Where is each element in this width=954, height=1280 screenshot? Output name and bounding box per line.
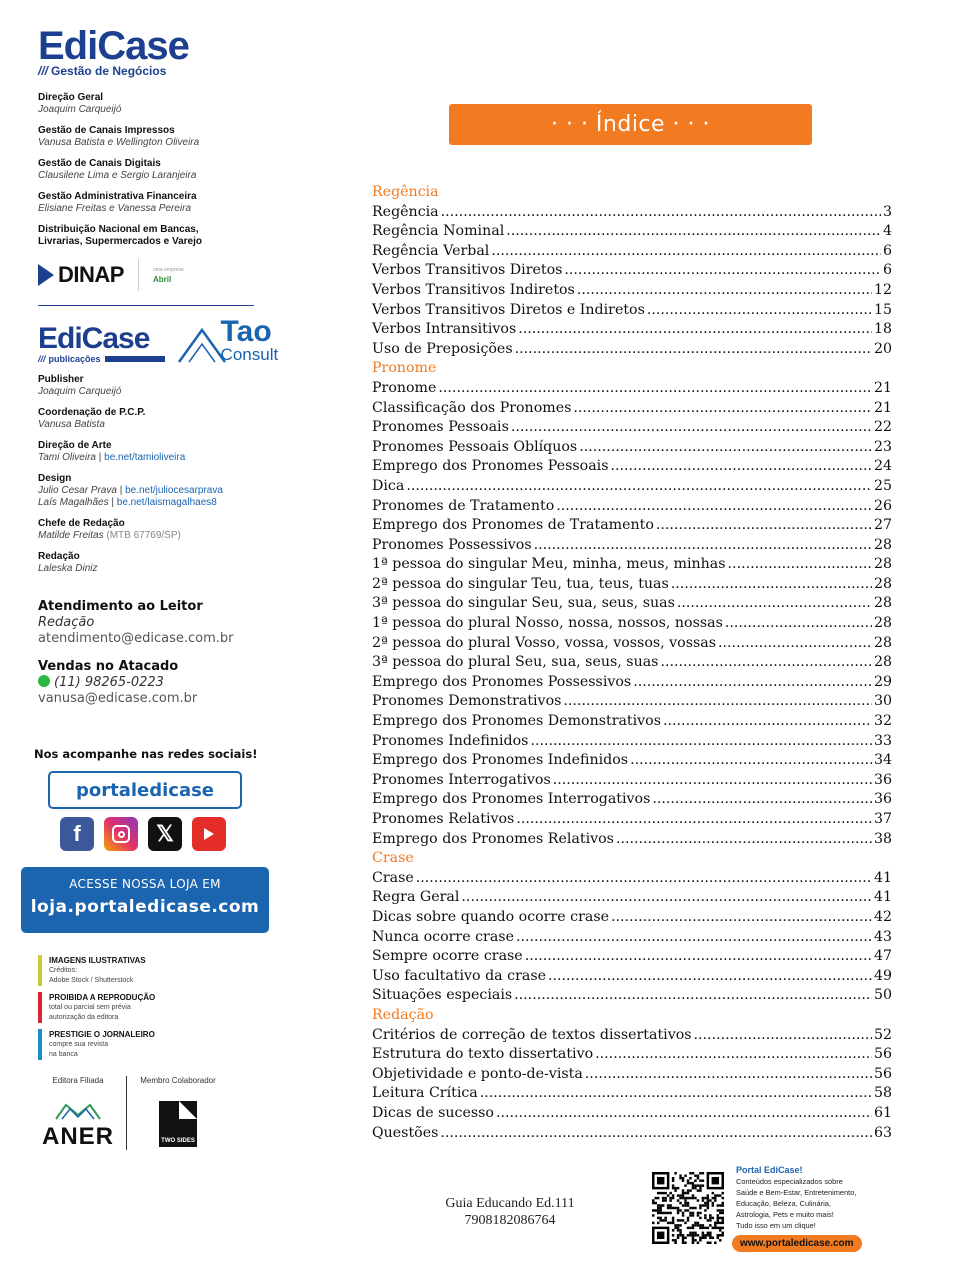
toc-leader-dots bbox=[406, 477, 872, 497]
toc-leader-dots bbox=[652, 790, 872, 810]
divider bbox=[138, 259, 139, 291]
toc-entry-page: 15 bbox=[873, 301, 892, 318]
toc-entry-page: 21 bbox=[873, 379, 892, 396]
toc-entry[interactable] bbox=[372, 320, 892, 340]
staff-block bbox=[38, 125, 278, 149]
toc-entry[interactable] bbox=[372, 1045, 892, 1065]
toc-entry-page: 29 bbox=[873, 673, 892, 690]
instagram-icon[interactable] bbox=[104, 817, 138, 851]
toc-leader-dots bbox=[525, 947, 872, 967]
staff-block bbox=[38, 158, 278, 182]
toc-entry-page: 28 bbox=[873, 654, 892, 671]
toc-entry-page: 36 bbox=[873, 771, 892, 788]
toc-entry-page: 12 bbox=[873, 281, 892, 298]
toc-leader-dots bbox=[611, 457, 872, 477]
toc-entry-label: Estrutura do texto dissertativo bbox=[372, 1046, 594, 1063]
toc-entry[interactable] bbox=[372, 790, 892, 810]
toc-entry-page: 6 bbox=[882, 262, 892, 279]
toc-entry-label: Verbos Transitivos Diretos e Indiretos bbox=[372, 301, 645, 318]
index-title-banner: · · · Índice · · · bbox=[449, 104, 812, 145]
toc-entry[interactable] bbox=[372, 928, 892, 948]
toc-entry[interactable] bbox=[372, 751, 892, 771]
toc-entry[interactable] bbox=[372, 399, 892, 419]
store-banner[interactable]: ACESSE NOSSA LOJA EM loja.portaledicase.com bbox=[21, 867, 269, 933]
toc-leader-dots bbox=[516, 810, 872, 830]
toc-entry-page: 52 bbox=[873, 1026, 892, 1043]
toc-leader-dots bbox=[611, 908, 872, 928]
toc-entry-label: Emprego dos Pronomes Pessoais bbox=[372, 458, 609, 475]
toc-entry[interactable] bbox=[372, 477, 892, 497]
toc-entry-page: 43 bbox=[873, 928, 892, 945]
toc-leader-dots bbox=[573, 399, 872, 419]
toc-entry-label: Verbos Transitivos Diretos bbox=[372, 262, 563, 279]
edicase-publicacoes-logo: EdiCase /// publicações bbox=[38, 324, 165, 364]
staff-role: Distribuição Nacional em Bancas, Livrarias, Supermercados e Varejo bbox=[38, 224, 202, 247]
toc-entry-label: Pronomes de Tratamento bbox=[372, 497, 555, 514]
toc-entry-page: 26 bbox=[873, 497, 892, 514]
staff-role: Gestão de Canais Digitais bbox=[38, 158, 161, 169]
toc-entry-page: 32 bbox=[873, 713, 892, 730]
toc-entry-page: 21 bbox=[873, 399, 892, 416]
toc-entry[interactable] bbox=[372, 614, 892, 634]
toc-entry-label: Uso facultativo da crase bbox=[372, 967, 546, 984]
toc-entry[interactable] bbox=[372, 908, 892, 928]
toc-leader-dots bbox=[516, 928, 872, 948]
toc-section-heading: Redação bbox=[372, 1006, 434, 1023]
staff-block: Publisher Joaquim Carqueijó bbox=[38, 374, 122, 397]
toc-entry-label: Classificação dos Pronomes bbox=[372, 399, 572, 416]
legal-notes bbox=[38, 955, 278, 1060]
toc-entry-page: 18 bbox=[873, 321, 892, 338]
toc-leader-dots bbox=[660, 653, 871, 673]
toc-section-heading: Pronome bbox=[372, 360, 437, 377]
toc-section-heading: Crase bbox=[372, 850, 414, 867]
toc-entry[interactable] bbox=[372, 1124, 892, 1144]
store-url[interactable]: loja.portaledicase.com bbox=[30, 897, 260, 917]
phone-number[interactable]: (11) 98265-0223 bbox=[54, 675, 164, 690]
toc-entry[interactable] bbox=[372, 634, 892, 654]
toc-entry-label: Pronomes Relativos bbox=[372, 811, 515, 827]
toc-entry-label: Dica bbox=[372, 477, 405, 494]
toc-entry-page: 28 bbox=[873, 615, 892, 632]
toc-entry-label: Regra Geral bbox=[372, 889, 460, 906]
toc-entry-label: 3ª pessoa do singular Seu, sua, seus, suas bbox=[372, 595, 675, 612]
toc-entry[interactable] bbox=[372, 947, 892, 967]
toc-entry[interactable] bbox=[372, 457, 892, 477]
toc-entry-page: 28 bbox=[873, 575, 892, 592]
toc-entry-label: Dicas de sucesso bbox=[372, 1104, 494, 1121]
toc-entry-page: 49 bbox=[873, 967, 892, 984]
qr-code-icon[interactable] bbox=[652, 1172, 724, 1244]
toc-entry-label: Leitura Crítica bbox=[372, 1085, 478, 1102]
behance-link[interactable]: be.net/laismagalhaes8 bbox=[116, 497, 217, 508]
email-link[interactable]: vanusa@edicase.com.br bbox=[38, 691, 198, 706]
staff-role: Gestão Administrativa Financeira bbox=[38, 191, 197, 202]
toc-leader-dots bbox=[656, 516, 872, 536]
edicase-logo-tagline: /// Gestão de Negócios bbox=[38, 64, 167, 78]
staff-name: Elisiane Freitas e Vanessa Pereira bbox=[38, 203, 192, 214]
toc-leader-dots bbox=[577, 281, 872, 301]
tao-consult-logo: Tao Consult bbox=[177, 318, 279, 364]
toc-entry-page: 20 bbox=[873, 340, 892, 357]
toc-entry[interactable] bbox=[372, 712, 892, 732]
toc-leader-dots bbox=[564, 261, 881, 281]
toc-entry[interactable] bbox=[372, 261, 892, 281]
toc-entry[interactable] bbox=[372, 967, 892, 987]
toc-leader-dots bbox=[616, 830, 872, 850]
toc-entry-label: Emprego dos Pronomes de Tratamento bbox=[372, 517, 654, 534]
whatsapp-icon bbox=[38, 675, 50, 687]
toc-leader-dots bbox=[718, 634, 872, 654]
portal-url-link[interactable]: www.portaledicase.com bbox=[732, 1235, 862, 1252]
aner-book-icon bbox=[54, 1101, 102, 1121]
toc-leader-dots bbox=[480, 1084, 872, 1104]
toc-leader-dots bbox=[677, 594, 872, 614]
toc-entry[interactable] bbox=[372, 555, 892, 575]
toc-entry-label: 1ª pessoa do singular Meu, minha, meus, minhas bbox=[372, 556, 726, 573]
toc-entry-page: 33 bbox=[873, 732, 892, 749]
divider bbox=[38, 305, 254, 306]
toc-leader-dots bbox=[534, 536, 872, 556]
toc-leader-dots bbox=[440, 1124, 872, 1144]
toc-entry-label: Critérios de correção de textos dissertativos bbox=[372, 1026, 692, 1043]
toc-entry[interactable] bbox=[372, 516, 892, 536]
toc-entry-label: Pronome bbox=[372, 379, 437, 396]
toc-entry[interactable] bbox=[372, 1065, 892, 1085]
staff-block: Coordenação de P.C.P. Vanusa Batista bbox=[38, 407, 146, 430]
legal-item: IMAGENS ILUSTRATIVAS Créditos: Adobe Stock / Shutterstock bbox=[38, 955, 278, 986]
toc-entry[interactable] bbox=[372, 869, 892, 889]
toc-leader-dots bbox=[585, 1065, 872, 1085]
toc-entry-page: 38 bbox=[873, 830, 892, 847]
toc-leader-dots bbox=[416, 869, 872, 889]
toc-leader-dots bbox=[511, 418, 872, 438]
toc-leader-dots bbox=[671, 575, 872, 595]
toc-entry-label: Objetividade e ponto-de-vista bbox=[372, 1065, 583, 1082]
toc-entry-label: Pronomes Pessoais bbox=[372, 419, 509, 436]
toc-entry-page: 6 bbox=[882, 242, 892, 259]
toc-entry-label: Pronomes Possessivos bbox=[372, 536, 532, 553]
toc-leader-dots bbox=[663, 712, 872, 732]
toc-entry-label: Sempre ocorre crase bbox=[372, 948, 523, 965]
toc-entry-page: 23 bbox=[873, 438, 892, 455]
toc-entry-page: 27 bbox=[873, 517, 892, 534]
toc-entry-page: 34 bbox=[873, 752, 892, 769]
twosides-logo: TWO SIDES bbox=[159, 1101, 197, 1147]
distributor-logos bbox=[38, 257, 278, 293]
toc-entry-page: 41 bbox=[873, 889, 892, 906]
staff-role: Gestão de Canais Impressos bbox=[38, 125, 175, 136]
toc-leader-dots bbox=[438, 379, 872, 399]
toc-entry-label: Pronomes Demonstrativos bbox=[372, 693, 562, 710]
publisher-logos bbox=[38, 316, 278, 364]
toc-entry-page: 63 bbox=[873, 1124, 892, 1141]
toc-leader-dots bbox=[530, 732, 871, 752]
table-of-contents bbox=[372, 183, 892, 1143]
toc-entry-label: Regência bbox=[372, 203, 439, 220]
toc-entry[interactable] bbox=[372, 1026, 892, 1046]
toc-leader-dots bbox=[514, 986, 872, 1006]
toc-leader-dots bbox=[496, 1104, 872, 1124]
contact-block: Atendimento ao Leitor Redação atendimento@edicase.com.br Vendas no Atacado (11) 98265-0223 vanusa@edicase.com.br bbox=[38, 599, 278, 707]
toc-entry-label: 2ª pessoa do singular Teu, tua, teus, tuas bbox=[372, 575, 669, 592]
divider bbox=[126, 1076, 127, 1150]
toc-entry-page: 24 bbox=[873, 458, 892, 475]
social-heading: Nos acompanhe nas redes sociais! bbox=[34, 747, 258, 761]
facebook-icon[interactable]: f bbox=[60, 817, 94, 851]
toc-entry[interactable] bbox=[372, 418, 892, 438]
toc-entry[interactable] bbox=[372, 281, 892, 301]
toc-entry[interactable] bbox=[372, 673, 892, 693]
toc-entry-page: 58 bbox=[873, 1085, 892, 1102]
portal-edicase-button[interactable]: portaledicase bbox=[48, 771, 242, 809]
toc-leader-dots bbox=[518, 320, 872, 340]
toc-entry-label: Pronomes Pessoais Oblíquos bbox=[372, 438, 578, 455]
behance-link[interactable]: be.net/juliocesarprava bbox=[125, 485, 223, 496]
portal-promo: Portal EdiCase! Conteúdos especializados sobre Saúde e Bem-Estar, Entretenimento, Educação, Beleza, Culinária, Astrologia, Pets e muito mais! Tudo isso em um clique! www.portaledicase.com bbox=[736, 1165, 916, 1252]
toc-leader-dots bbox=[548, 967, 872, 987]
toc-entry[interactable] bbox=[372, 340, 892, 360]
twosides-block: Membro Colaborador TWO SIDES bbox=[133, 1076, 223, 1151]
toc-entry-label: Pronomes Indefinidos bbox=[372, 732, 529, 749]
toc-entry-page: 36 bbox=[873, 791, 892, 808]
toc-entry[interactable] bbox=[372, 379, 892, 399]
toc-entry[interactable] bbox=[372, 203, 892, 223]
toc-entry-page: 56 bbox=[873, 1046, 892, 1063]
toc-section-heading: Regência bbox=[372, 184, 439, 200]
staff-block bbox=[38, 191, 278, 215]
toc-entry-label: Emprego dos Pronomes Interrogativos bbox=[372, 791, 651, 808]
toc-leader-dots bbox=[441, 203, 881, 223]
toc-entry[interactable] bbox=[372, 653, 892, 673]
edition-info: Guia Educando Ed.111 7908182086764 bbox=[445, 1196, 575, 1228]
toc-entry[interactable] bbox=[372, 301, 892, 321]
staff-block bbox=[38, 224, 228, 248]
toc-entry-page: 3 bbox=[882, 203, 892, 220]
toc-entry-page: 28 bbox=[873, 634, 892, 651]
staff-block: Chefe de Redação Matilde Freitas (MTB 67769/SP) bbox=[38, 518, 181, 541]
toc-leader-dots bbox=[579, 438, 872, 458]
toc-entry-label: Situações especiais bbox=[372, 987, 513, 1004]
toc-entry[interactable] bbox=[372, 888, 892, 908]
toc-entry-page: 50 bbox=[873, 987, 892, 1004]
legal-item: PRESTIGIE O JORNALEIRO compre sua revista na banca bbox=[38, 1029, 278, 1060]
credits-column bbox=[30, 24, 279, 1151]
toc-entry-page: 28 bbox=[873, 536, 892, 553]
edicase-logo: EdiCase bbox=[38, 24, 189, 68]
toc-leader-dots bbox=[595, 1045, 872, 1065]
toc-leader-dots bbox=[633, 673, 872, 693]
staff-block bbox=[38, 92, 278, 116]
toc-leader-dots bbox=[647, 301, 872, 321]
legal-item: PROIBIDA A REPRODUÇÃO total ou parcial sem prévia autorização da editora bbox=[38, 992, 278, 1023]
toc-entry-page: 41 bbox=[873, 869, 892, 886]
staff-block: Direção de Arte Tami Oliveira | be.net/tamioliveira bbox=[38, 440, 186, 463]
toc-entry[interactable] bbox=[372, 594, 892, 614]
toc-entry-label: Uso de Preposições bbox=[372, 340, 513, 357]
toc-entry-page: 25 bbox=[873, 477, 892, 494]
toc-leader-dots bbox=[491, 242, 881, 262]
toc-leader-dots bbox=[630, 751, 872, 771]
toc-leader-dots bbox=[461, 888, 872, 908]
toc-entry[interactable] bbox=[372, 732, 892, 752]
toc-leader-dots bbox=[553, 771, 872, 791]
toc-leader-dots bbox=[515, 340, 872, 360]
aner-logo: ANER bbox=[41, 1123, 114, 1150]
staff-name: Vanusa Batista e Wellington Oliveira bbox=[38, 137, 200, 148]
toc-entry-label: Emprego dos Pronomes Demonstrativos bbox=[372, 713, 662, 730]
toc-entry-label: Emprego dos Pronomes Relativos bbox=[372, 830, 614, 847]
toc-leader-dots bbox=[728, 555, 872, 575]
toc-entry-page: 37 bbox=[873, 811, 892, 827]
behance-link[interactable]: be.net/tamioliveira bbox=[104, 452, 186, 463]
toc-entry-label: Crase bbox=[372, 869, 414, 886]
aner-block: Editora Filiada ANER bbox=[41, 1076, 114, 1150]
toc-entry-page: 30 bbox=[873, 693, 892, 710]
staff-name: Joaquim Carqueijó bbox=[38, 104, 122, 115]
toc-entry[interactable] bbox=[372, 438, 892, 458]
toc-entry[interactable] bbox=[372, 771, 892, 791]
toc-entry-label: Pronomes Interrogativos bbox=[372, 771, 551, 788]
toc-entry-page: 42 bbox=[873, 908, 892, 925]
staff-role: Direção Geral bbox=[38, 92, 104, 103]
toc-entry-label: Regência Nominal bbox=[372, 223, 505, 240]
association-logos bbox=[38, 1076, 278, 1151]
toc-entry-label: Questões bbox=[372, 1124, 439, 1141]
toc-entry[interactable] bbox=[372, 222, 892, 242]
toc-entry[interactable] bbox=[372, 1104, 892, 1124]
staff-block: Design Julio Cesar Prava | be.net/juliocesarprava Laís Magalhães | be.net/laismagalhaes8 bbox=[38, 473, 223, 508]
toc-entry-label: 1ª pessoa do plural Nosso, nossa, nossos, nossas bbox=[372, 615, 723, 632]
tao-triangle-icon bbox=[177, 324, 227, 364]
toc-entry-label: Regência Verbal bbox=[372, 242, 490, 259]
contact-heading: Atendimento ao Leitor bbox=[38, 599, 203, 614]
toc-leader-dots bbox=[694, 1026, 872, 1046]
toc-entry[interactable] bbox=[372, 1084, 892, 1104]
toc-entry[interactable] bbox=[372, 830, 892, 850]
toc-entry-label: Verbos Transitivos Indiretos bbox=[372, 281, 575, 298]
toc-entry[interactable] bbox=[372, 242, 892, 262]
toc-entry-label: Dicas sobre quando ocorre crase bbox=[372, 908, 610, 925]
toc-entry-label: Emprego dos Pronomes Indefinidos bbox=[372, 752, 629, 769]
dinap-arrow-icon bbox=[38, 264, 54, 286]
staff-list-top bbox=[38, 92, 278, 248]
contact-heading: Vendas no Atacado bbox=[38, 659, 179, 674]
toc-entry[interactable] bbox=[372, 497, 892, 517]
toc-entry-page: 56 bbox=[873, 1065, 892, 1082]
toc-entry-page: 61 bbox=[873, 1104, 892, 1121]
toc-entry-label: 3ª pessoa do plural Seu, sua, seus, suas bbox=[372, 654, 659, 671]
toc-entry-page: 47 bbox=[873, 948, 892, 965]
toc-entry-page: 4 bbox=[882, 223, 892, 240]
dinap-logo: DINAP bbox=[38, 262, 124, 288]
toc-entry-label: Verbos Intransitivos bbox=[372, 321, 517, 338]
toc-entry-page: 22 bbox=[873, 419, 892, 436]
toc-entry[interactable] bbox=[372, 575, 892, 595]
toc-leader-dots bbox=[506, 222, 881, 242]
staff-block: Redação Laleska Diniz bbox=[38, 551, 98, 574]
toc-entry-page: 28 bbox=[873, 556, 892, 573]
social-icons bbox=[60, 817, 278, 851]
toc-leader-dots bbox=[563, 692, 872, 712]
email-link[interactable]: atendimento@edicase.com.br bbox=[38, 631, 234, 646]
toc-entry[interactable] bbox=[372, 986, 892, 1006]
staff-name: Clausilene Lima e Sergio Laranjeira bbox=[38, 170, 197, 181]
toc-entry-page: 28 bbox=[873, 595, 892, 612]
toc-entry-label: 2ª pessoa do plural Vosso, vossa, vossos, vossas bbox=[372, 634, 717, 651]
x-icon[interactable]: 𝕏 bbox=[148, 817, 182, 851]
toc-entry[interactable] bbox=[372, 536, 892, 556]
staff-list-bottom bbox=[38, 374, 278, 575]
toc-entry[interactable] bbox=[372, 810, 892, 830]
toc-entry-label: Emprego dos Pronomes Possessivos bbox=[372, 673, 632, 690]
toc-leader-dots bbox=[556, 497, 872, 517]
toc-entry[interactable] bbox=[372, 692, 892, 712]
toc-leader-dots bbox=[725, 614, 872, 634]
toc-entry-label: Nunca ocorre crase bbox=[372, 928, 514, 945]
youtube-icon[interactable] bbox=[192, 817, 226, 851]
abril-logo: uma empresa Abril bbox=[152, 266, 184, 284]
